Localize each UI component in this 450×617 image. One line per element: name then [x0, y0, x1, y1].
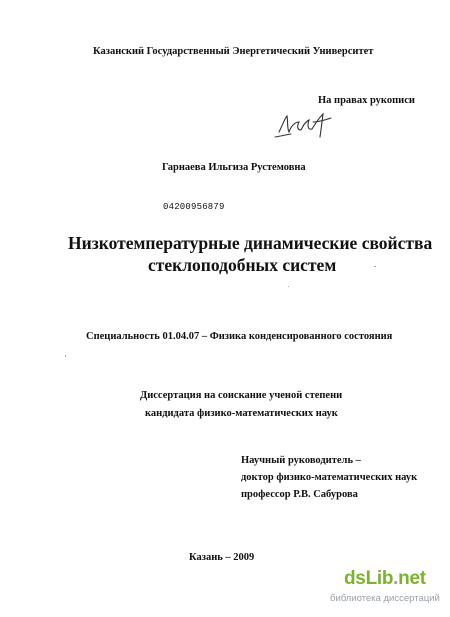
logo-dot: . — [393, 568, 399, 589]
university-name: Казанский Государственный Энергетический Университет — [93, 46, 374, 57]
rights-notice: На правах рукописи — [318, 95, 415, 106]
dslib-logo — [344, 568, 426, 590]
watermark-subtitle: библиотека диссертаций — [330, 593, 440, 604]
supervisor-line-2: доктор физико-математических наук — [241, 472, 418, 483]
scan-speck — [65, 355, 66, 357]
scan-speck — [374, 266, 376, 267]
logo-tld-text: net — [398, 568, 426, 589]
catalog-number: 04200956879 — [163, 202, 225, 212]
logo-main-text: dsLib — [344, 568, 394, 589]
place-and-year: Казань – 2009 — [189, 552, 255, 563]
supervisor-line-3: профессор Р.В. Сабурова — [241, 489, 358, 500]
supervisor-line-1: Научный руководитель – — [241, 455, 361, 466]
handwritten-signature-icon — [273, 110, 335, 140]
scan-speck — [288, 286, 289, 287]
dissertation-title-line-1: Низкотемпературные динамические свойства — [68, 233, 433, 253]
dslib-watermark — [330, 568, 448, 612]
degree-line-1: Диссертация на соискание ученой степени — [140, 390, 343, 401]
dissertation-title-line-2: стеклоподобных систем — [148, 255, 337, 275]
specialty-line: Специальность 01.04.07 – Физика конденсированного состояния — [86, 331, 393, 342]
degree-line-2: кандидата физико-математических наук — [145, 408, 338, 419]
author-name: Гарнаева Ильгиза Рустемовна — [162, 162, 306, 173]
